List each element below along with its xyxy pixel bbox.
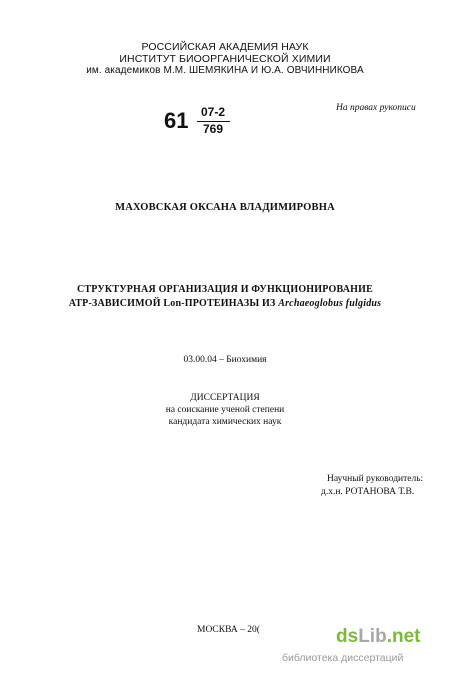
degree-line: на соискание ученой степени <box>165 405 285 415</box>
header-named-after: им. академиков М.М. ШЕМЯКИНА И Ю.А. ОВЧИННИКОВА <box>86 65 364 76</box>
watermark-brand-tld: .net <box>386 626 421 647</box>
watermark-brand-lib: Lib <box>358 626 387 647</box>
specialty: 03.00.04 – Биохимия <box>183 355 267 365</box>
thesis-title-line2 <box>0 298 450 309</box>
supervisor-name: д.х.н. РОТАНОВА Т.В. <box>321 487 415 497</box>
catalog-code-main: 61 <box>164 108 189 133</box>
city-year: МОСКВА – 20( <box>197 625 260 635</box>
manuscript-rights: На правах рукописи <box>336 103 416 113</box>
thesis-title-organism: Archaeoglobus fulgidus <box>278 298 382 309</box>
catalog-code-denominator: 769 <box>202 122 224 136</box>
header-institute: ИНСТИТУТ БИООРГАНИЧЕСКОЙ ХИМИИ <box>119 53 331 65</box>
thesis-title-line1: СТРУКТУРНАЯ ОРГАНИЗАЦИЯ И ФУНКЦИОНИРОВАНИЕ <box>77 284 373 295</box>
author-name: МАХОВСКАЯ ОКСАНА ВЛАДИМИРОВНА <box>115 202 335 213</box>
degree-field: кандидата химических наук <box>168 417 282 427</box>
catalog-code-numerator: 07-2 <box>200 105 226 119</box>
dslib-watermark-logo <box>336 626 420 648</box>
watermark-brand-ds: ds <box>336 626 359 647</box>
supervisor-label: Научный руководитель: <box>327 474 424 484</box>
thesis-title-line2-prefix: АТР-ЗАВИСИМОЙ Lon-ПРОТЕИНАЗЫ ИЗ <box>68 298 279 309</box>
dissertation-label: ДИССЕРТАЦИЯ <box>190 393 260 403</box>
header-academy: РОССИЙСКАЯ АКАДЕМИЯ НАУК <box>141 41 309 53</box>
watermark-subtitle: библиотека диссертаций <box>282 652 404 664</box>
